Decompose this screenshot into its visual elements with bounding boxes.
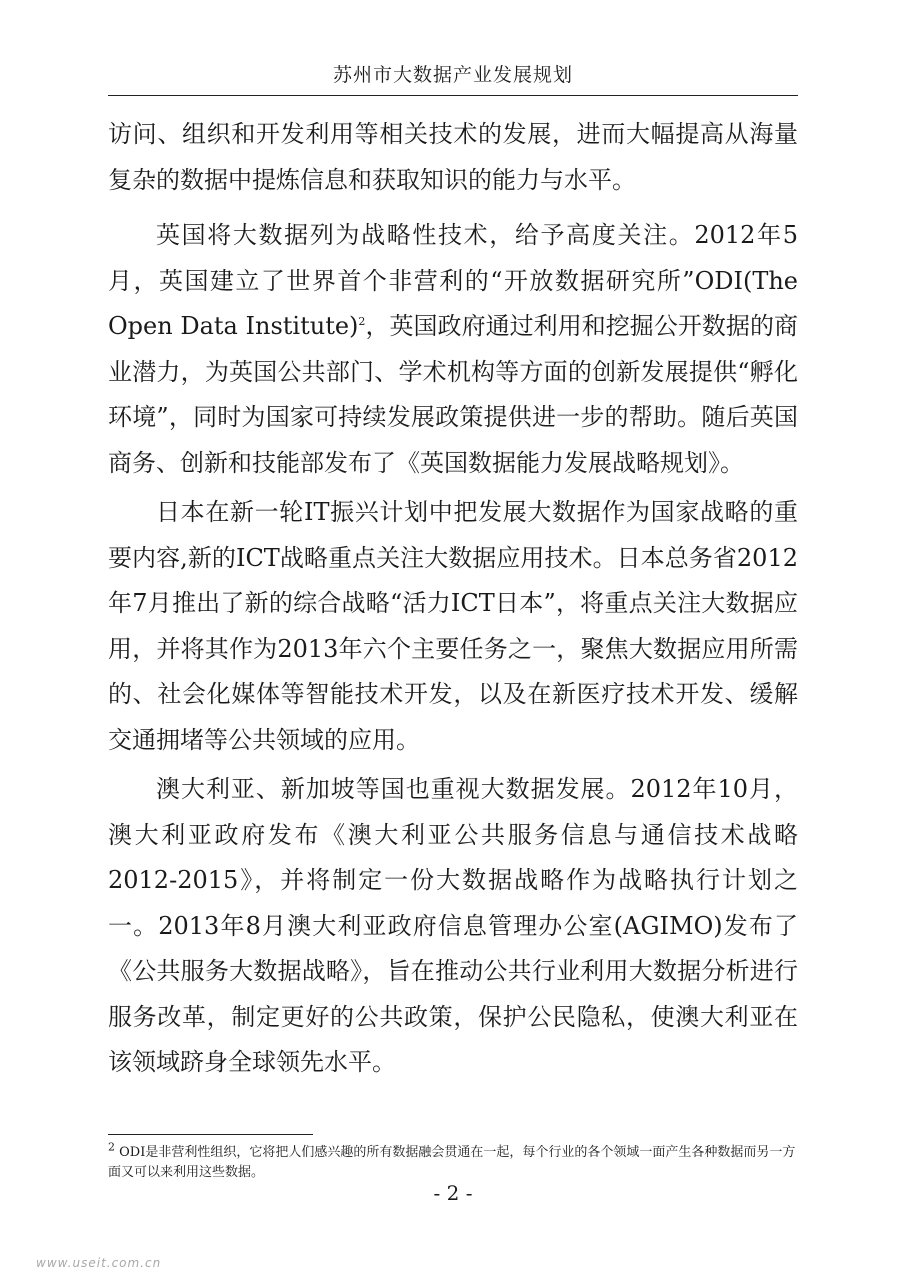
paragraph-continuation: 访问、组织和开发利用等相关技术的发展，进而大幅提高从海量复杂的数据中提炼信息和获取知识的能力与水平。 [108, 120, 798, 194]
paragraph-uk-text-b: ，英国政府通过利用和挖掘公开数据的商业潜力，为英国公共部门、学术机构等方面的创新发展提供“孵化环境”，同时为国家可持续发展政策提供进一步的帮助。随后英国商务、创新和技能部发布了《英国数据能力发展战略规划》。 [108, 312, 798, 477]
paragraph-japan: 日本在新一轮IT振兴计划中把发展大数据作为国家战略的重要内容,新的ICT战略重点关注大数据应用技术。日本总务省2012年7月推出了新的综合战略“活力ICT日本”，将重点关注大数据应用，并将其作为2013年六个主要任务之一，聚焦大数据应用所需的、社会化媒体等智能技术开发，以及在新医疗技术开发、缓解交通拥堵等公共领域的应用。 [108, 498, 798, 754]
footnote-divider [108, 1134, 313, 1135]
footnote-number: 2 [108, 1140, 115, 1154]
footnote [108, 1140, 798, 1183]
footnote-text: ODI是非营利性组织，它将把人们感兴趣的所有数据融会贯通在一起，每个行业的各个领域一面产生各种数据而另一方面又可以来利用这些数据。 [108, 1145, 796, 1180]
paragraph-australia: 澳大利亚、新加坡等国也重视大数据发展。2012年10月，澳大利亚政府发布《澳大利亚公共服务信息与通信技术战略2012-2015》，并将制定一份大数据战略作为战略执行计划之一。2013年8月澳大利亚政府信息管理办公室(AGIMO)发布了《公共服务大数据战略》，旨在推动公共行业利用大数据分析进行服务改革，制定更好的公共政策，保护公民隐私，使澳大利亚在该领域跻身全球领先水平。 [108, 775, 798, 1076]
footnote-reference: 2 [358, 315, 366, 328]
paragraph-uk-text-a: 英国将大数据列为战略性技术，给予高度关注。2012年5月，英国建立了世界首个非营利的“开放数据研究所”ODI(The Open Data Institute) [108, 221, 798, 340]
paragraph-uk [108, 213, 798, 486]
document-body [108, 112, 798, 1090]
watermark: www.useit.com.cn [36, 1256, 162, 1270]
page-number: - 2 - [433, 1181, 473, 1205]
running-header: 苏州市大数据产业发展规划 [108, 60, 798, 96]
